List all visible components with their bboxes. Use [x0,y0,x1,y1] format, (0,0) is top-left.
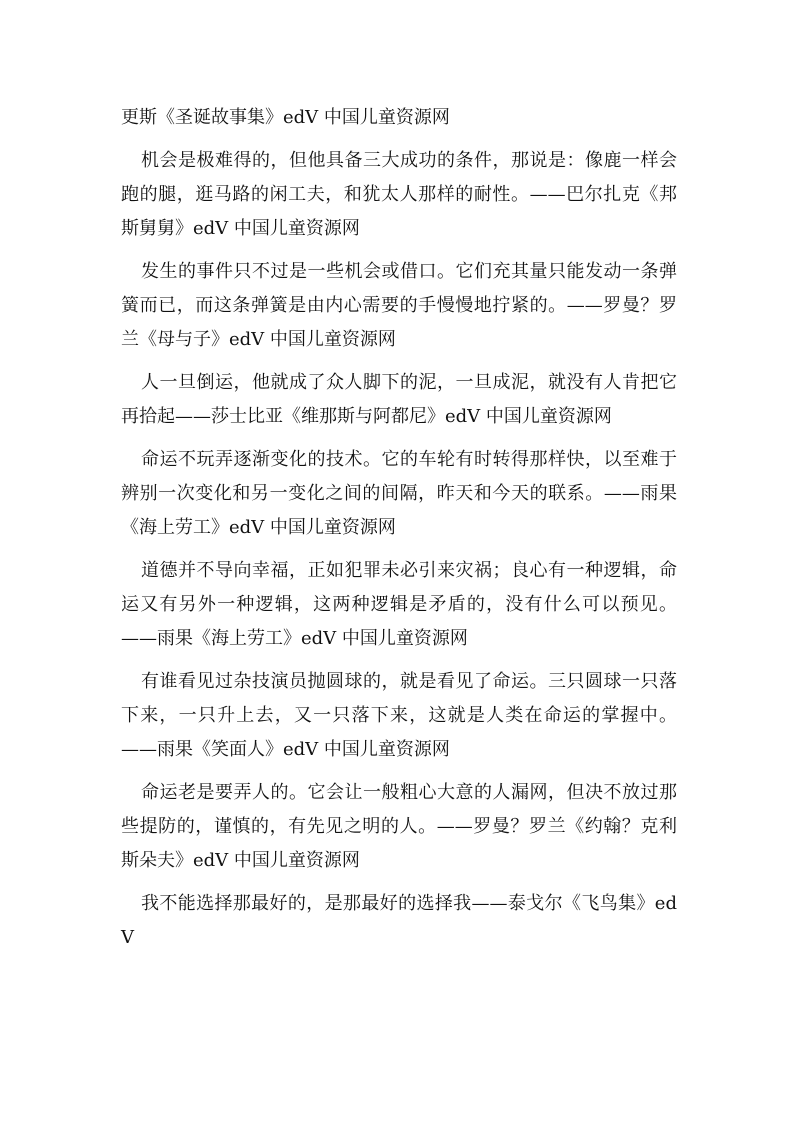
paragraph-quote-hugo-toilers-2: 道德并不导向幸福，正如犯罪未必引来灾祸；良心有一种逻辑，命运又有另外一种逻辑，这两种逻辑是矛盾的，没有什么可以预见。——雨果《海上劳工》edV 中国儿童资源网 [121,560,677,649]
paragraph-quote-hugo-laughing-man: 有谁看见过杂技演员抛圆球的，就是看见了命运。三只圆球一只落下来，一只升上去，又一只落下来，这就是人类在命运的掌握中。——雨果《笑面人》edV 中国儿童资源网 [121,671,677,760]
paragraph-continuation: 更斯《圣诞故事集》edV 中国儿童资源网 [121,107,450,128]
paragraph-quote-rolland-christophe: 命运老是要弄人的。它会让一般粗心大意的人漏网，但决不放过那些提防的，谨慎的，有先见之明的人。——罗曼？罗兰《约翰？克利斯朵夫》edV 中国儿童资源网 [121,782,677,871]
document-body [121,101,677,964]
paragraph-quote-hugo-toilers-1: 命运不玩弄逐渐变化的技术。它的车轮有时转得那样快，以至难于辨别一次变化和另一变化之间的间隔，昨天和今天的联系。——雨果《海上劳工》edV 中国儿童资源网 [121,449,677,538]
paragraph-quote-balzac: 机会是极难得的，但他具备三大成功的条件，那说是：像鹿一样会跑的腿，逛马路的闲工夫，和犹太人那样的耐性。——巴尔扎克《邦斯舅舅》edV 中国儿童资源网 [121,150,677,239]
paragraph-quote-shakespeare: 人一旦倒运，他就成了众人脚下的泥，一旦成泥，就没有人肯把它再拾起——莎士比亚《维那斯与阿都尼》edV 中国儿童资源网 [121,372,677,427]
paragraph-quote-tagore: 我不能选择那最好的，是那最好的选择我——泰戈尔《飞鸟集》edV [121,893,677,948]
paragraph-quote-rolland-mother-son: 发生的事件只不过是一些机会或借口。它们充其量只能发动一条弹簧而已，而这条弹簧是由内心需要的手慢慢地拧紧的。——罗曼？罗兰《母与子》edV 中国儿童资源网 [121,261,677,350]
